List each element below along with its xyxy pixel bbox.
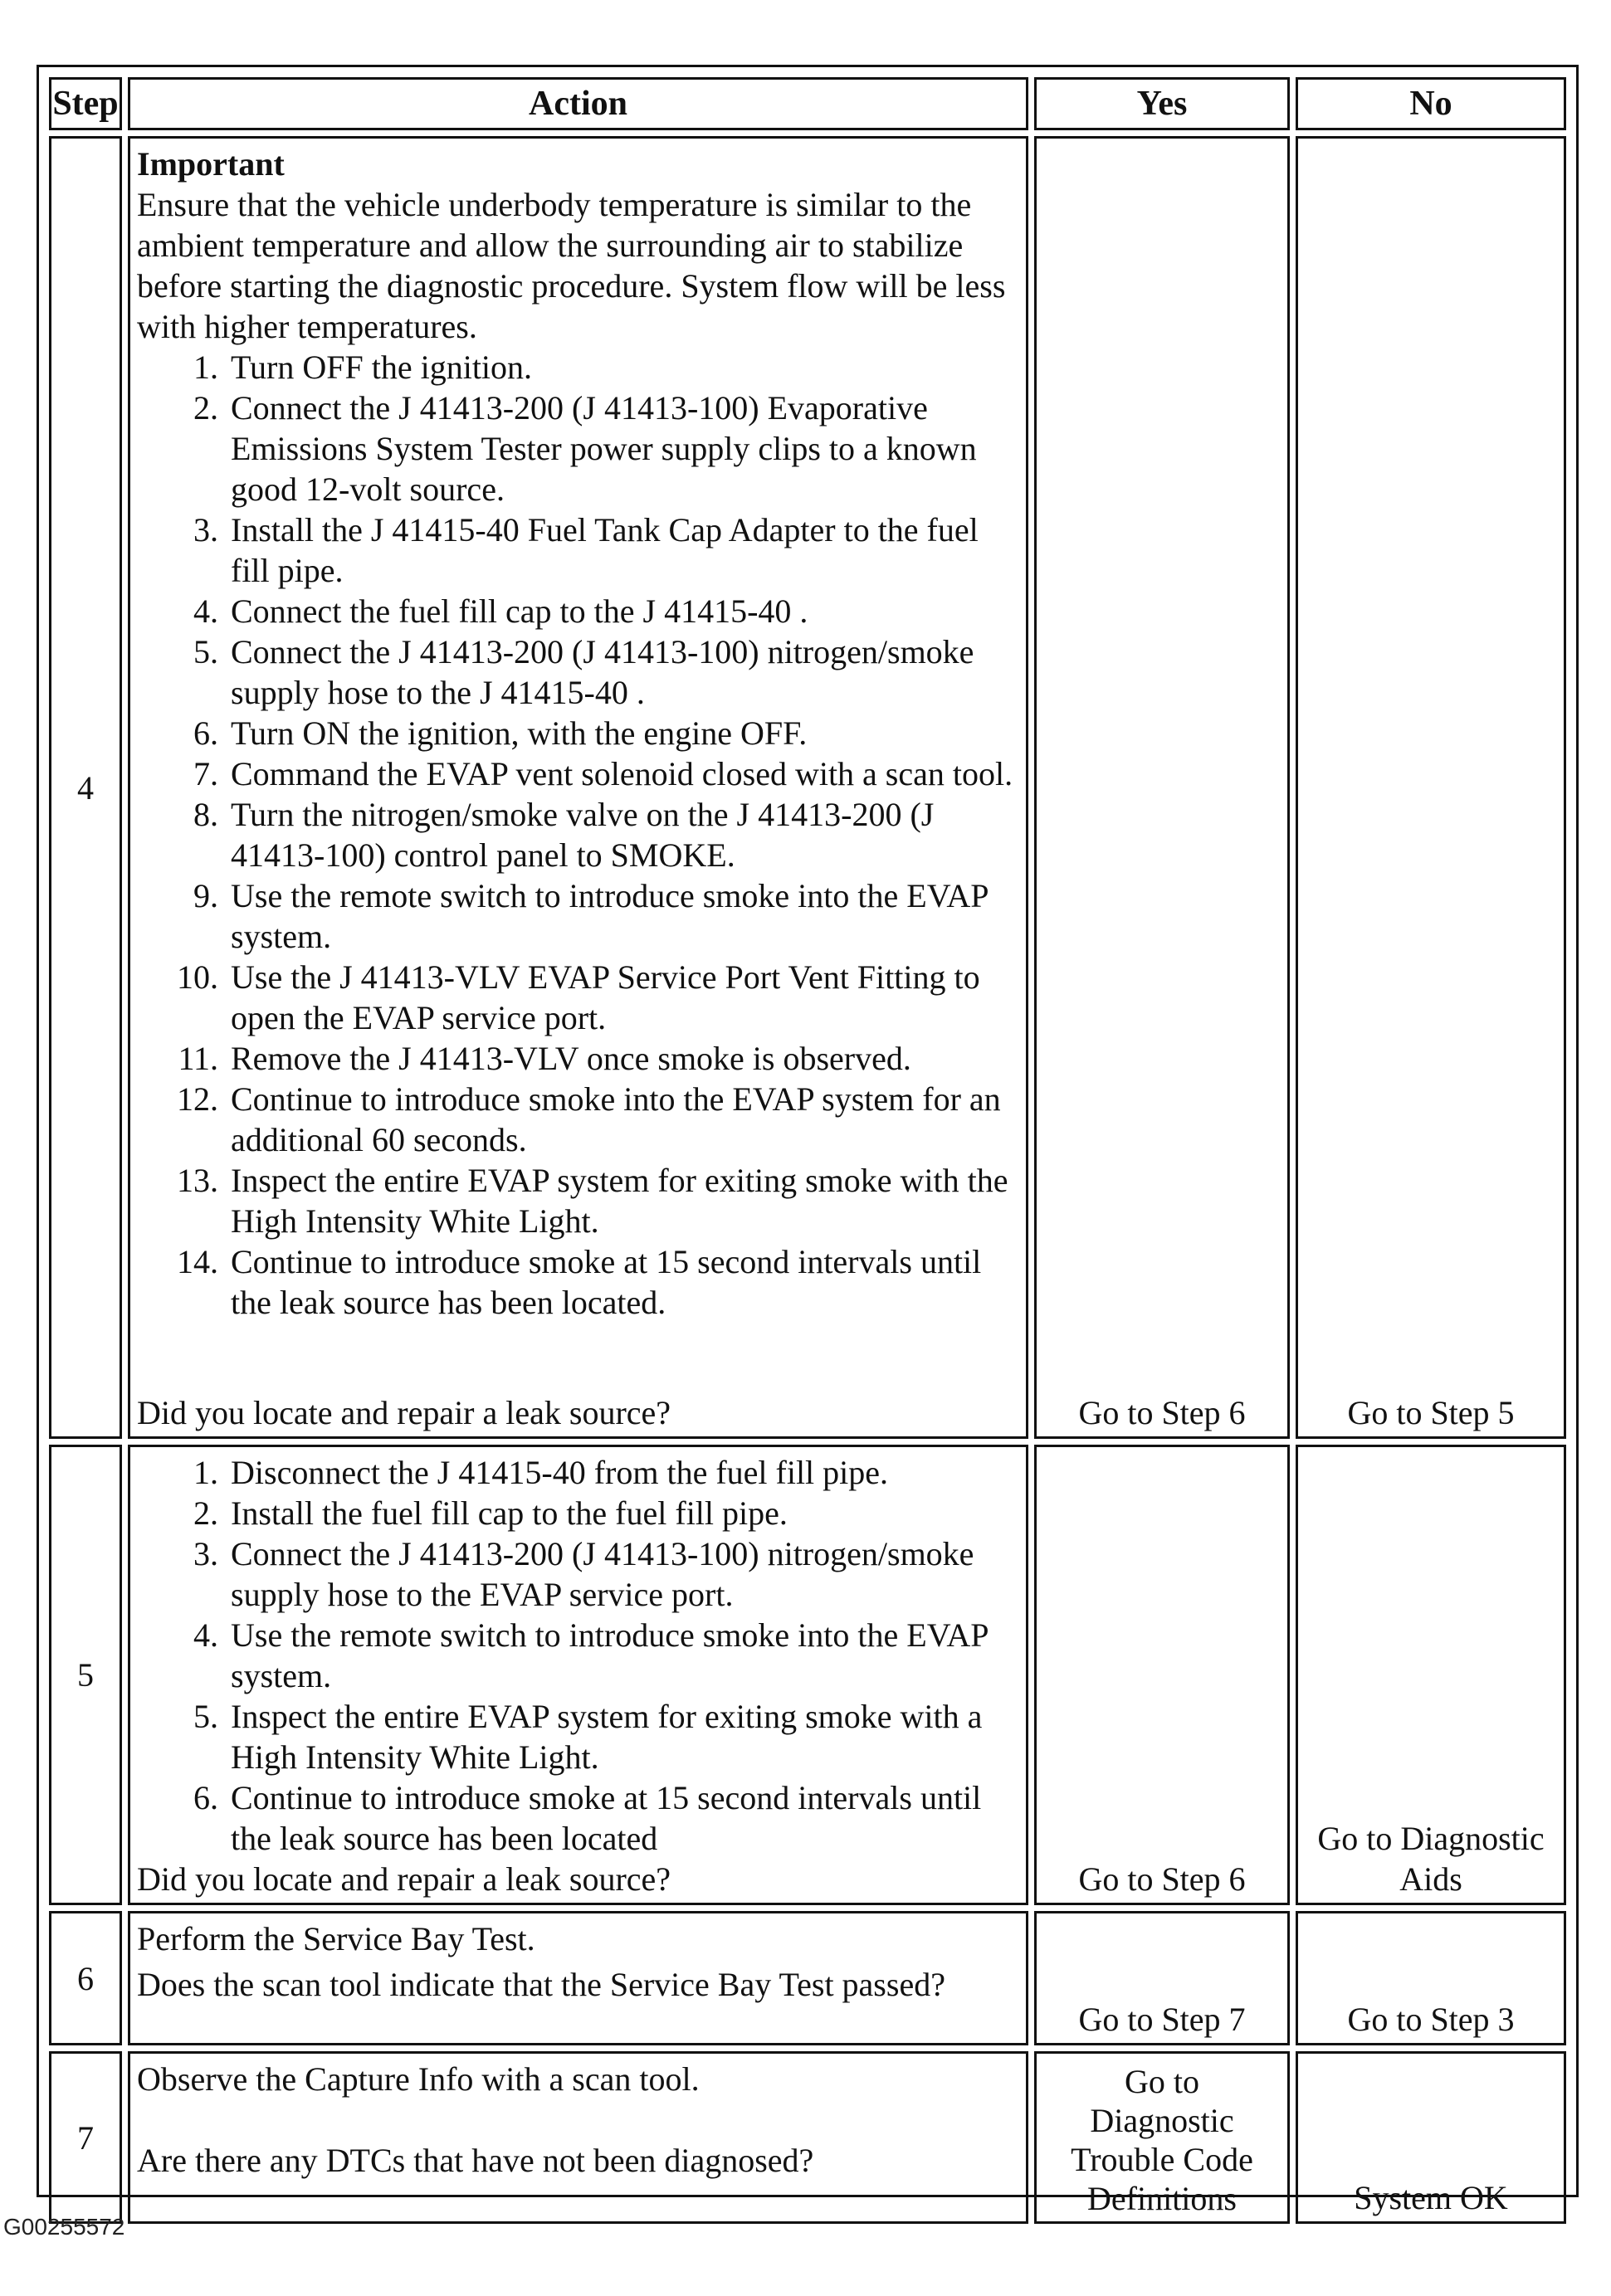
step-number: 7 — [49, 2051, 122, 2224]
question-text: Does the scan tool indicate that the Service Bay Test passed? — [137, 1966, 945, 2003]
list-item: 1. Disconnect the J 41415-40 from the fuel fill pipe. — [193, 1454, 889, 1491]
list-item: 2. Install the fuel fill cap to the fuel fill pipe. — [193, 1494, 788, 1532]
diagnostic-procedure-table — [43, 71, 1572, 2230]
list-item: 14. Continue to introduce smoke at 15 second intervals until the leak source has been located. — [177, 1243, 982, 1321]
yes-line: Definitions — [1087, 2180, 1237, 2217]
question-text: Are there any DTCs that have not been diagnosed? — [137, 2142, 814, 2179]
question-text: Did you locate and repair a leak source? — [137, 1394, 671, 1431]
action-cell — [128, 1911, 1028, 2045]
table-row-step-5 — [49, 1445, 1566, 1905]
action-cell — [128, 136, 1028, 1439]
list-item: 12. Continue to introduce smoke into the EVAP system for an additional 60 seconds. — [177, 1080, 1001, 1158]
list-item: 11. Remove the J 41413-VLV once smoke is observed. — [178, 1040, 911, 1077]
yes-line: Go to — [1125, 2063, 1199, 2100]
yes-line: Trouble Code — [1071, 2141, 1253, 2178]
yes-cell: Go to Step 6 — [1034, 136, 1290, 1439]
list-item: 3. Install the J 41415-40 Fuel Tank Cap Adapter to the fuel fill pipe. — [193, 511, 979, 589]
figure-code: G00255572 — [3, 2214, 125, 2240]
important-title: Important — [137, 145, 285, 183]
action-line: Observe the Capture Info with a scan tool. — [137, 2060, 700, 2098]
header-yes: Yes — [1034, 77, 1290, 130]
table-row-step-7 — [49, 2051, 1566, 2224]
list-item: 4. Connect the fuel fill cap to the J 41415-40 . — [193, 592, 808, 630]
list-item: 13. Inspect the entire EVAP system for exiting smoke with the High Intensity White Light. — [177, 1162, 1008, 1240]
header-no: No — [1296, 77, 1566, 130]
list-item: 8. Turn the nitrogen/smoke valve on the J 41413-200 (J 41413-100) control panel to SMOKE. — [193, 796, 935, 874]
no-cell — [1296, 1445, 1566, 1905]
list-item: 9. Use the remote switch to introduce smoke into the EVAP system. — [193, 877, 989, 955]
step-number: 4 — [49, 136, 122, 1439]
no-line: Go to Diagnostic — [1317, 1820, 1545, 1857]
list-item: 5. Inspect the entire EVAP system for exiting smoke with a High Intensity White Light. — [193, 1698, 983, 1776]
no-cell: Go to Step 3 — [1296, 1911, 1566, 2045]
step-number: 5 — [49, 1445, 122, 1905]
header-row — [49, 77, 1566, 130]
yes-cell: Go to Step 7 — [1034, 1911, 1290, 2045]
step-list — [137, 347, 1019, 1323]
table-row-step-4 — [49, 136, 1566, 1439]
important-text: Ensure that the vehicle underbody temperature is similar to the ambient temperature and allow the surrounding air to stabilize before starting the diagnostic procedure. System flow will be less with higher temperatures. — [137, 186, 1006, 345]
list-item: 3. Connect the J 41413-200 (J 41413-100) nitrogen/smoke supply hose to the EVAP service port. — [193, 1535, 974, 1613]
header-step: Step — [49, 77, 122, 130]
procedure-table-frame — [37, 65, 1579, 2217]
table-row-step-6 — [49, 1911, 1566, 2045]
list-item: 1. Turn OFF the ignition. — [193, 349, 533, 386]
no-cell: System OK — [1296, 2051, 1566, 2224]
list-item: 10. Use the J 41413-VLV EVAP Service Port Vent Fitting to open the EVAP service port. — [177, 958, 980, 1036]
yes-line: Diagnostic — [1090, 2102, 1234, 2139]
action-cell — [128, 2051, 1028, 2224]
step-list — [137, 1452, 1019, 1859]
question-text: Did you locate and repair a leak source? — [137, 1860, 671, 1898]
action-cell — [128, 1445, 1028, 1905]
list-item: 5. Connect the J 41413-200 (J 41413-100) nitrogen/smoke supply hose to the J 41415-40 . — [193, 633, 974, 711]
list-item: 2. Connect the J 41413-200 (J 41413-100) Evaporative Emissions System Tester power supply clips to a known good 12-volt source. — [193, 389, 977, 508]
step-number: 6 — [49, 1911, 122, 2045]
list-item: 6. Continue to introduce smoke at 15 second intervals until the leak source has been located — [193, 1779, 982, 1857]
list-item: 7. Command the EVAP vent solenoid closed with a scan tool. — [193, 755, 1013, 792]
list-item: 4. Use the remote switch to introduce smoke into the EVAP system. — [193, 1616, 989, 1694]
action-line: Perform the Service Bay Test. — [137, 1920, 535, 1957]
no-cell: Go to Step 5 — [1296, 136, 1566, 1439]
header-action: Action — [128, 77, 1028, 130]
yes-cell — [1034, 2051, 1290, 2224]
yes-cell: Go to Step 6 — [1034, 1445, 1290, 1905]
list-item: 6. Turn ON the ignition, with the engine OFF. — [193, 714, 808, 752]
no-line: Aids — [1399, 1860, 1462, 1898]
